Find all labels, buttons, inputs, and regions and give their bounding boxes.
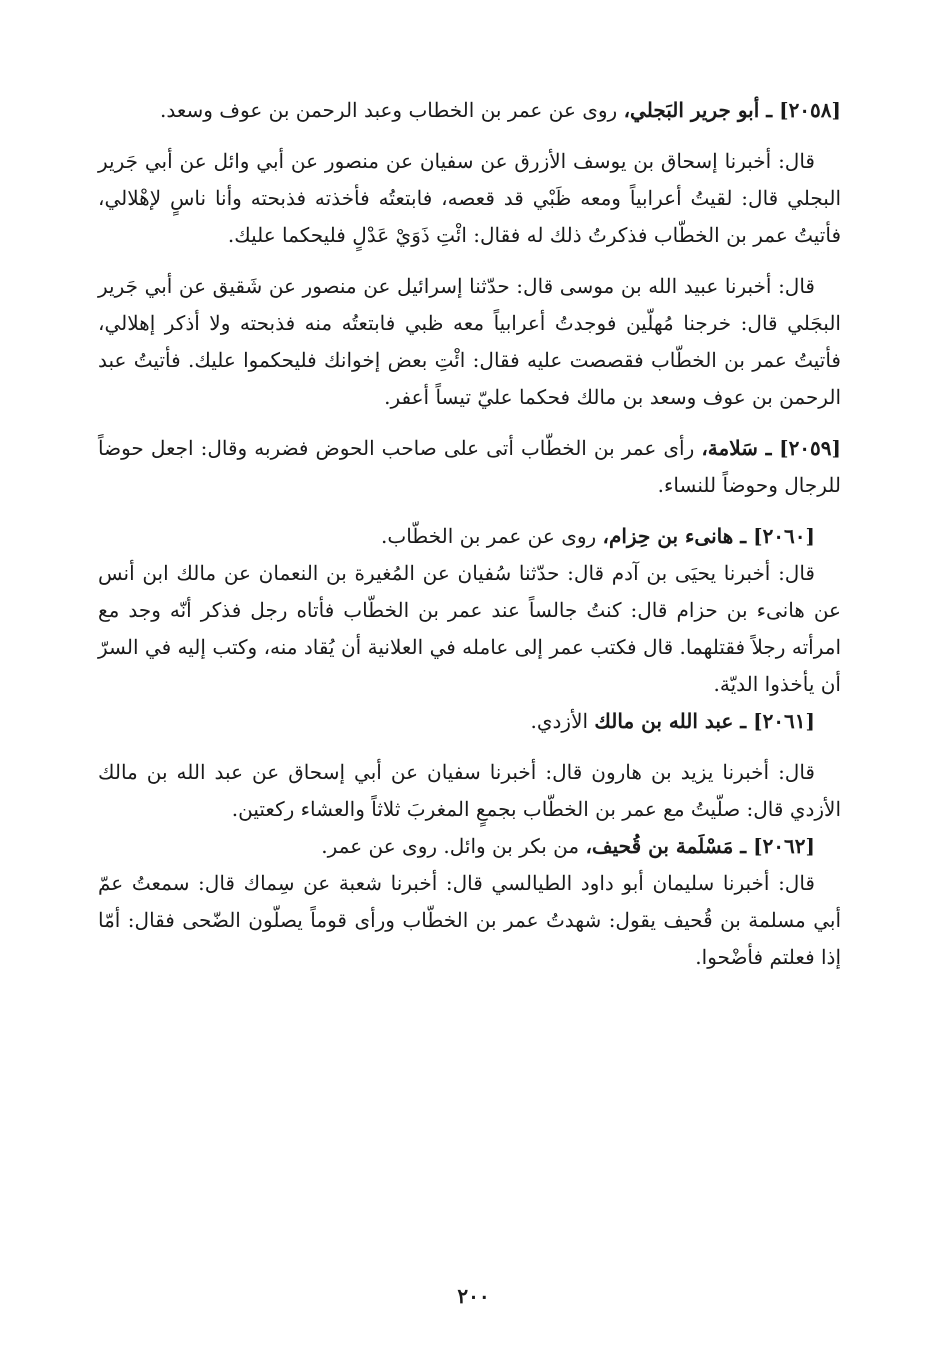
entry-heading: [٢٠٥٨] ـ أبو جرير البَجلي،	[623, 98, 841, 122]
entry-heading: [٢٠٦٢] ـ مَسْلَمة بن قُحيف،	[585, 834, 815, 858]
entry-heading: [٢٠٥٩] ـ سَلامة،	[701, 436, 841, 460]
entry-2058	[98, 92, 841, 129]
entry-text: الأزدي.	[530, 709, 595, 733]
entry-text: روى عن عمر بن الخطاب وعبد الرحمن بن عوف وسعد.	[159, 98, 624, 122]
narration-paragraph: قال: أخبرنا سليمان أبو داود الطيالسي قال: أخبرنا شعبة عن سِماك قال: سمعتُ عمّ أبي مسلمة بن قُحيف يقول: شهدتُ عمر بن الخطّاب ورأى قوماً يصلّون الضّحى فقال: أمّا إذا فعلتم فأضْحوا.	[98, 871, 841, 969]
entry-2059	[98, 430, 841, 504]
narration-paragraph: قال: أخبرنا يحيَى بن آدم قال: حدّثنا سُفيان عن المُغيرة بن النعمان عن مالك ابن أنس عن هانىء بن حزام قال: كنتُ جالساً عند عمر بن الخطّاب فأتاه رجل فذكر أنّه وجد مع امرأته رجلاً فقتلهما. قال فكتب عمر إلى عامله في العلانية أن يُقاد منه، وكتب إليه في السرّ أن يأخذوا الديّة.	[98, 561, 841, 696]
entry-text: من بكر بن وائل. روى عن عمر.	[321, 834, 586, 858]
narration-paragraph: قال: أخبرنا إسحاق بن يوسف الأزرق عن سفيان عن منصور عن أبي وائل عن أبي جَرير البجلي قال: لقيتُ أعرابياً ومعه ظَبْي قد قعصه، فابتعتُه فأخذته فذبحته وأنا ناسٍ لإهْلالي، فأتيتُ عمر بن الخطّاب فذكرتُ ذلك له فقال: ائْتِ ذَوَيْ عَدْلٍ فليحكما عليك.	[98, 149, 841, 247]
narration-paragraph: قال: أخبرنا عبيد الله بن موسى قال: حدّثنا إسرائيل عن منصور عن شَقيق عن أبي جَرير البجَلي قال: خرجنا مُهلّين فوجدتُ أعرابياً معه ظبي فابتعتُه منه فذبحته ولا أذكر إهلالي، فأتيتُ عمر بن الخطّاب فقصصت عليه فقال: ائْتِ بعض إخوانك فليحكموا عليك. فأتيتُ عبد الرحمن بن عوف وسعد بن مالك فحكما عليّ تيساً أعفر.	[98, 274, 841, 409]
entry-heading: [٢٠٦٠] ـ هانىء بن حِزام،	[602, 524, 815, 548]
entry-text: رأى عمر بن الخطّاب أتى على صاحب الحوض فضربه وقال: اجعل حوضاً للرجال وحوضاً للنساء.	[98, 436, 841, 497]
entry-2061	[98, 703, 841, 740]
entry-text: روى عن عمر بن الخطّاب.	[381, 524, 603, 548]
narration-paragraph: قال: أخبرنا يزيد بن هارون قال: أخبرنا سفيان عن أبي إسحاق عن عبد الله بن مالك الأزدي قال: صلّيتُ مع عمر بن الخطّاب بجمعٍ المغربَ ثلاثاً والعشاء ركعتين.	[98, 760, 841, 821]
entry-2062	[98, 828, 841, 865]
entry-2060	[98, 518, 841, 555]
page-body	[98, 92, 841, 976]
page-number: ٢٠٠	[457, 1284, 490, 1308]
entry-heading: [٢٠٦١] ـ عبد الله بن مالك	[594, 709, 815, 733]
